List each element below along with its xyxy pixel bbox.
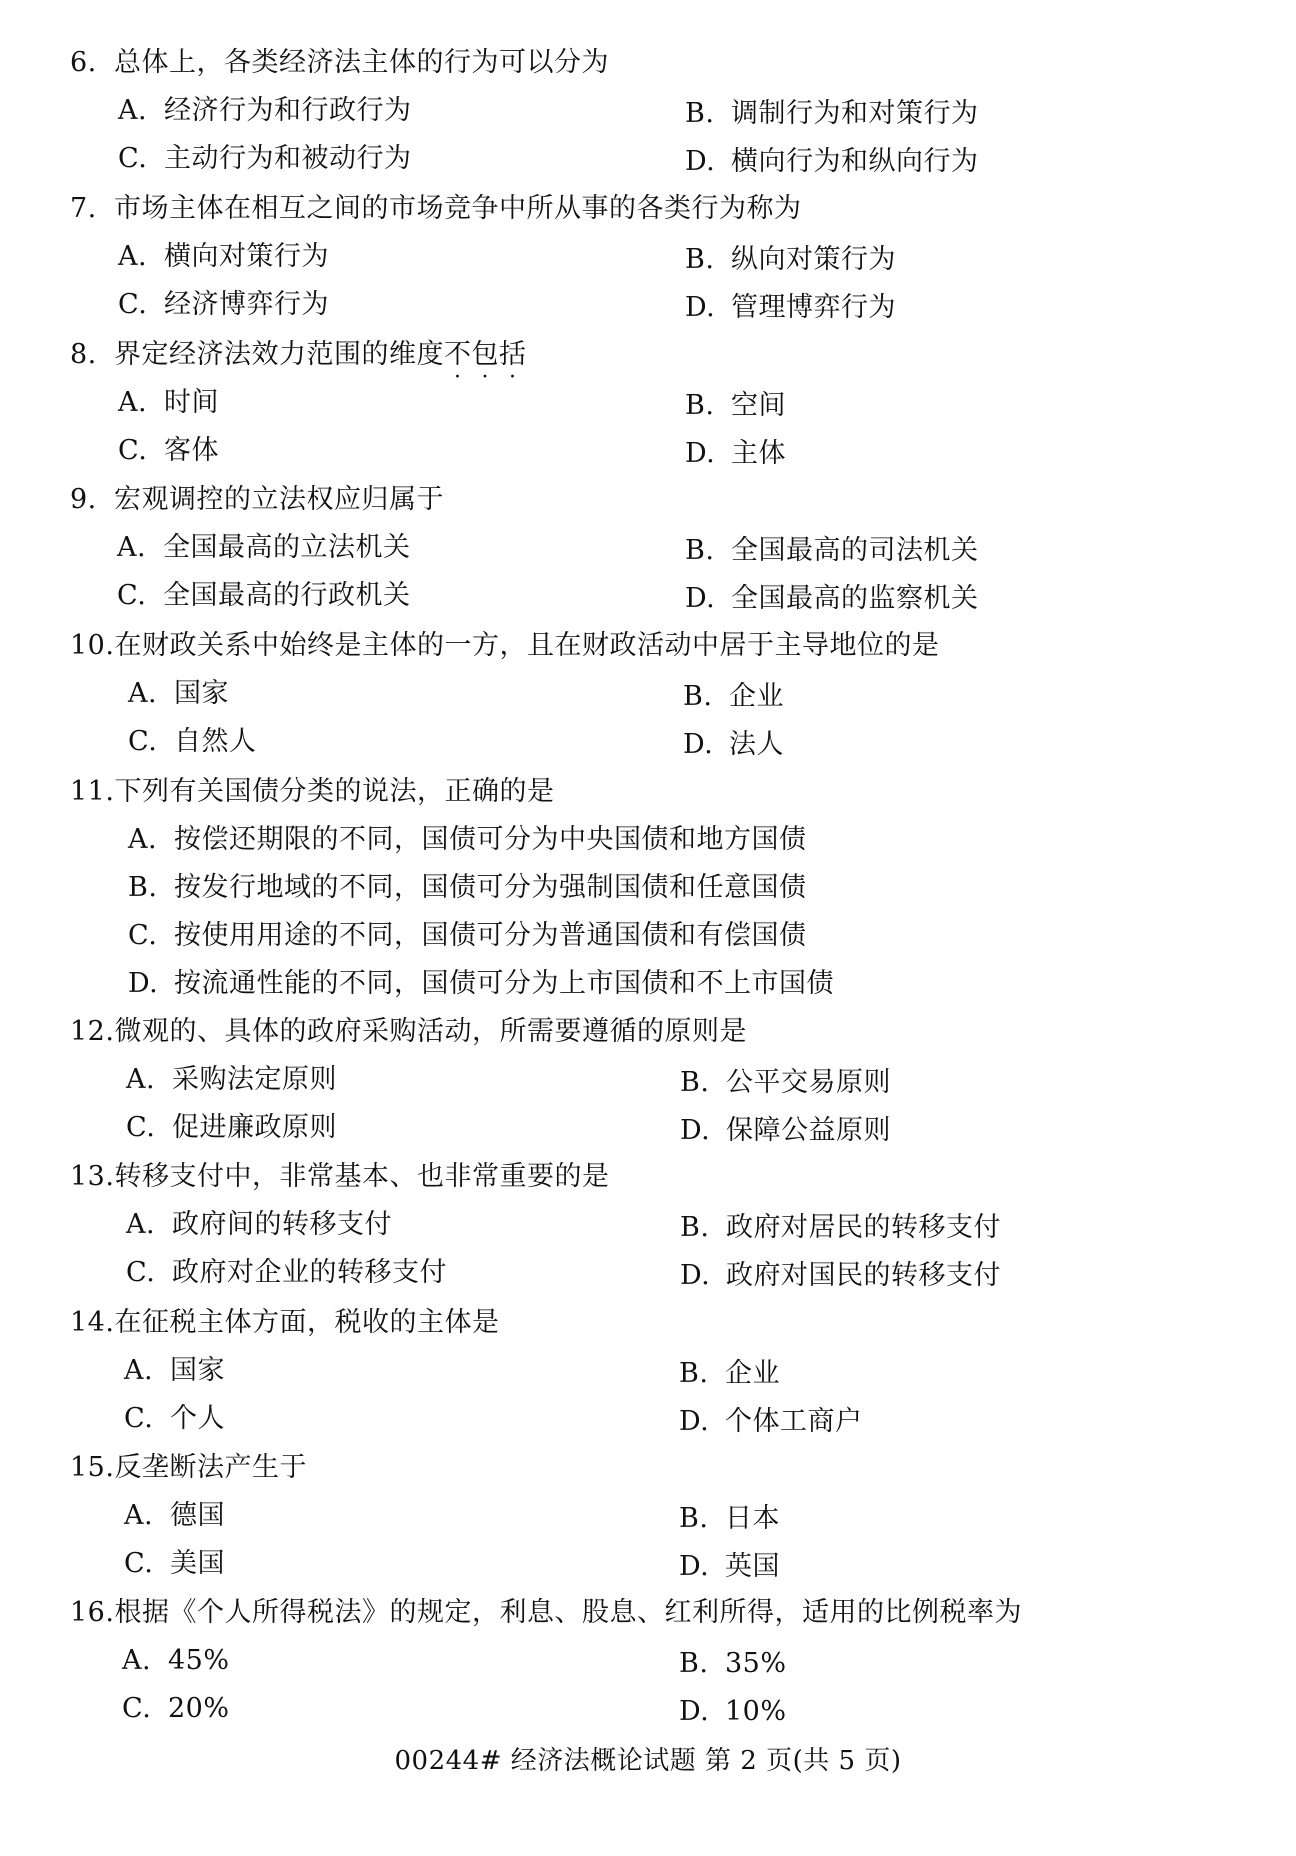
option-label: C. [122,1693,152,1724]
option-text: 公平交易原则 [726,1067,891,1098]
option-text: 保障公益原则 [726,1115,891,1146]
question-13 [70,1160,609,1194]
option-d [680,1259,1001,1293]
option-text: 企业 [729,681,784,712]
option-label: D. [685,438,716,469]
option-label: C. [117,580,147,611]
option-a [126,1063,337,1097]
option-c [118,434,219,468]
option-label: C. [118,435,148,466]
option-c [117,579,411,613]
option-label: A. [118,387,148,418]
option-a [117,531,411,565]
option-label: A. [122,1645,152,1676]
option-text: 横向行为和纵向行为 [731,146,979,177]
option-text: 企业 [725,1358,780,1389]
question-number: 6. [70,47,97,78]
option-label: A. [117,532,147,563]
question-number: 12. [70,1016,115,1047]
option-text: 经济博弈行为 [164,289,329,320]
question-7 [70,192,802,226]
option-b [685,534,979,568]
option-label: B. [679,1648,709,1679]
option-label: A. [128,678,158,709]
option-text: 政府对居民的转移支付 [726,1212,1001,1243]
option-text: 英国 [725,1551,780,1582]
question-stem: 在征税主体方面，税收的主体是 [114,1307,500,1338]
question-number: 16. [70,1597,115,1628]
option-label: D. [128,968,159,999]
question-number: 13. [70,1161,115,1192]
question-12 [70,1015,747,1049]
option-d [679,1405,863,1439]
option-b [679,1502,780,1536]
option-label: C. [124,1403,154,1434]
option-d [685,437,786,471]
question-10 [70,629,939,663]
question-stem: 宏观调控的立法权应归属于 [114,484,444,515]
question-number: 8. [70,339,97,370]
option-label: B. [685,535,715,566]
option-text: 按流通性能的不同，国债可分为上市国债和不上市国债 [174,968,834,999]
emphasis-char: 包 [471,339,499,370]
option-c [118,288,329,322]
option-text: 纵向对策行为 [731,244,896,275]
option-c [124,1402,225,1436]
option-text: 自然人 [174,726,257,757]
option-text: 经济行为和行政行为 [164,95,412,126]
option-text: 时间 [164,387,219,418]
option-text: 主动行为和被动行为 [164,143,412,174]
option-label: A. [126,1064,156,1095]
option-label: C. [118,143,148,174]
question-stem: 界定经济法效力范围的维度 [114,339,444,370]
option-text: 国家 [170,1355,225,1386]
option-a [118,240,329,274]
option-a [118,94,412,128]
option-text: 主体 [731,438,786,469]
option-text: 35% [725,1648,787,1679]
option-text: 客体 [164,435,219,466]
option-a [124,1354,225,1388]
option-label: B. [679,1503,709,1534]
option-label: A. [118,241,148,272]
emphasis-char: 不 [444,339,472,370]
question-number: 10. [70,630,115,661]
option-d [679,1695,787,1729]
option-b [680,1066,891,1100]
option-text: 按使用用途的不同，国债可分为普通国债和有偿国债 [174,920,807,951]
question-number: 14. [70,1307,115,1338]
option-b [685,97,979,131]
question-8 [70,338,527,372]
option-text: 个体工商户 [725,1406,863,1437]
option-b [128,871,807,905]
question-stem: 下列有关国债分类的说法，正确的是 [114,776,555,807]
option-label: D. [679,1406,710,1437]
option-text: 调制行为和对策行为 [731,98,979,129]
option-label: D. [683,729,714,760]
option-c [126,1111,337,1145]
option-label: D. [679,1551,710,1582]
question-stem: 市场主体在相互之间的市场竞争中所从事的各类行为称为 [114,193,802,224]
option-text: 全国最高的司法机关 [731,535,979,566]
option-label: B. [685,98,715,129]
option-text: 横向对策行为 [164,241,329,272]
option-text: 日本 [725,1503,780,1534]
option-label: D. [685,146,716,177]
option-c [122,1692,230,1726]
option-label: C. [128,920,158,951]
question-6 [70,46,609,80]
option-label: B. [685,390,715,421]
question-16 [70,1596,1022,1630]
option-label: A. [128,824,158,855]
option-label: A. [118,95,148,126]
page-footer: 00244# 经济法概论试题 第 2 页(共 5 页) [394,1746,902,1776]
option-b [683,680,784,714]
option-d [683,728,784,762]
option-text: 政府对国民的转移支付 [726,1260,1001,1291]
option-b [685,243,896,277]
option-b [685,389,786,423]
option-b [679,1357,780,1391]
option-text: 政府间的转移支付 [172,1209,392,1240]
option-text: 促进廉政原则 [172,1112,337,1143]
option-a [122,1644,230,1678]
option-d [685,582,979,616]
question-number: 7. [70,193,97,224]
option-a [126,1208,392,1242]
option-text: 空间 [731,390,786,421]
option-label: D. [680,1260,711,1291]
option-text: 45% [168,1645,230,1676]
question-number: 15. [70,1452,115,1483]
option-label: D. [680,1115,711,1146]
question-stem: 总体上，各类经济法主体的行为可以分为 [114,47,609,78]
option-label: B. [128,872,158,903]
option-label: C. [124,1548,154,1579]
option-text: 按发行地域的不同，国债可分为强制国债和任意国债 [174,872,807,903]
option-a [128,677,229,711]
option-text: 20% [168,1693,230,1724]
question-stem: 转移支付中，非常基本、也非常重要的是 [114,1161,610,1192]
option-label: C. [118,289,148,320]
option-label: B. [680,1212,710,1243]
option-text: 德国 [170,1500,225,1531]
option-text: 国家 [174,678,229,709]
option-d [680,1114,891,1148]
question-number: 9. [70,484,97,515]
option-d [685,291,896,325]
option-label: D. [685,292,716,323]
question-stem: 在财政关系中始终是主体的一方，且在财政活动中居于主导地位的是 [114,630,940,661]
option-d [679,1550,780,1584]
option-label: B. [683,681,713,712]
option-a [124,1499,225,1533]
option-text: 政府对企业的转移支付 [172,1257,447,1288]
option-label: C. [126,1112,156,1143]
option-c [128,919,807,953]
option-text: 10% [725,1696,787,1727]
option-text: 采购法定原则 [172,1064,337,1095]
question-11 [70,775,554,809]
option-text: 全国最高的立法机关 [163,532,411,563]
question-15 [70,1451,307,1485]
option-text: 按偿还期限的不同，国债可分为中央国债和地方国债 [174,824,807,855]
option-c [118,142,412,176]
option-label: C. [128,726,158,757]
option-text: 全国最高的行政机关 [163,580,411,611]
option-c [126,1256,447,1290]
option-a [118,386,219,420]
option-text: 管理博弈行为 [731,292,896,323]
question-number: 11. [70,776,115,807]
option-label: D. [679,1696,710,1727]
option-label: A. [126,1209,156,1240]
option-a [128,823,807,857]
question-9 [70,483,444,517]
option-label: C. [126,1257,156,1288]
option-text: 美国 [170,1548,225,1579]
option-label: B. [679,1358,709,1389]
option-d [685,145,979,179]
question-14 [70,1306,499,1340]
emphasis-char: 括 [499,339,527,370]
question-stem: 微观的、具体的政府采购活动，所需要遵循的原则是 [114,1016,747,1047]
option-label: D. [685,583,716,614]
option-c [128,725,257,759]
option-text: 法人 [729,729,784,760]
question-stem: 反垄断法产生于 [114,1452,307,1483]
question-stem: 根据《个人所得税法》的规定，利息、股息、红利所得，适用的比例税率为 [114,1597,1022,1628]
option-d [128,967,834,1001]
option-label: B. [680,1067,710,1098]
option-text: 全国最高的监察机关 [731,583,979,614]
option-label: A. [124,1355,154,1386]
option-b [680,1211,1001,1245]
option-label: B. [685,244,715,275]
option-b [679,1647,787,1681]
option-c [124,1547,225,1581]
option-text: 个人 [170,1403,225,1434]
option-label: A. [124,1500,154,1531]
